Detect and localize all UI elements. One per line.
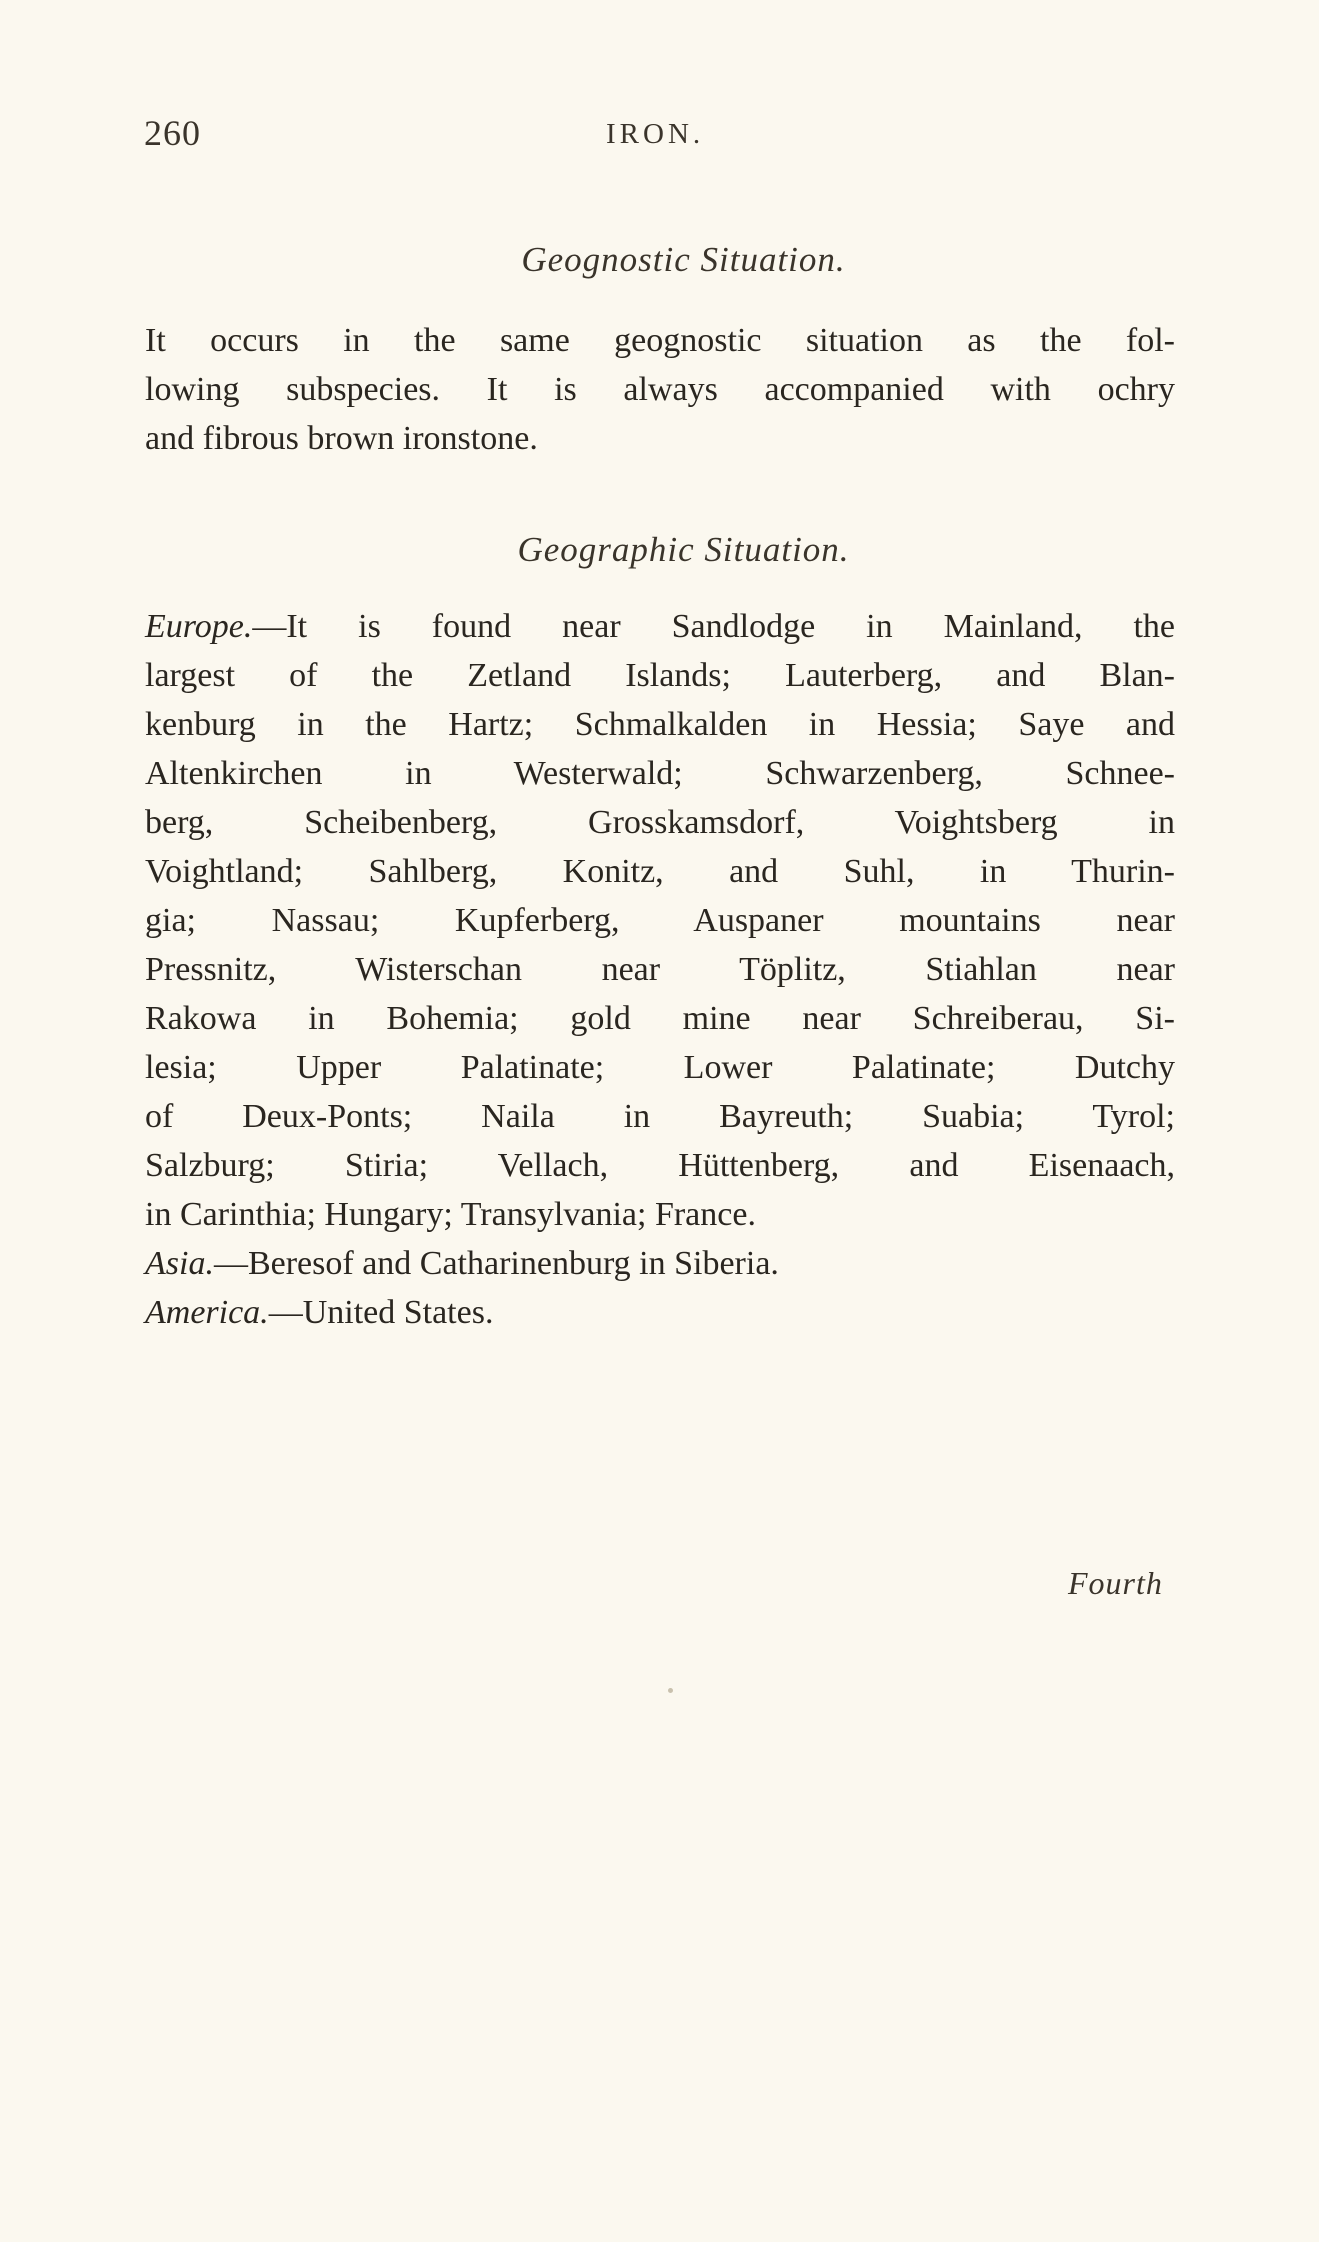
text-line: Rakowa in Bohemia; gold mine near Schreiberau, Si- <box>145 1000 1175 1037</box>
running-head <box>0 112 1319 162</box>
text-line-asia <box>145 1239 1175 1288</box>
section-heading-geognostic: Geognostic Situation. <box>521 240 846 279</box>
region-label-america: America. <box>145 1294 269 1331</box>
text-line: of Deux-Ponts; Naila in Bayreuth; Suabia; Tyrol; <box>145 1098 1175 1135</box>
paper-speck <box>668 1688 673 1693</box>
text-line: berg, Scheibenberg, Grosskamsdorf, Voightsberg in <box>145 804 1175 841</box>
region-label-asia: Asia. <box>145 1245 214 1282</box>
text-line: Altenkirchen in Westerwald; Schwarzenberg, Schnee- <box>145 755 1175 792</box>
text-line: in Carinthia; Hungary; Transylvania; France. <box>145 1196 756 1233</box>
text-line: and fibrous brown ironstone. <box>145 420 538 457</box>
text-line: lowing subspecies. It is always accompanied with ochry <box>145 371 1175 408</box>
text-line: kenburg in the Hartz; Schmalkalden in Hessia; Saye and <box>145 706 1175 743</box>
europe-text-start: —It is found near Sandlodge in Mainland, the <box>252 608 1175 645</box>
text-line: lesia; Upper Palatinate; Lower Palatinate; Dutchy <box>145 1049 1175 1086</box>
text-line: Voightland; Sahlberg, Konitz, and Suhl, in Thurin- <box>145 853 1175 890</box>
running-title: IRON. <box>606 118 705 150</box>
text-line-america <box>145 1288 1175 1337</box>
paragraph-geographic <box>145 602 1175 1337</box>
text-line: Salzburg; Stiria; Vellach, Hüttenberg, and Eisenaach, <box>145 1147 1175 1184</box>
america-text: —United States. <box>268 1294 494 1331</box>
section-heading-geographic: Geographic Situation. <box>517 530 850 569</box>
page-number: 260 <box>144 113 201 153</box>
paragraph-geognostic <box>145 316 1175 463</box>
text-line: Pressnitz, Wisterschan near Töplitz, Stiahlan near <box>145 951 1175 988</box>
region-label-europe: Europe. <box>145 608 253 645</box>
asia-text: —Beresof and Catharinenburg in Siberia. <box>213 1245 779 1282</box>
text-line: gia; Nassau; Kupferberg, Auspaner mountains near <box>145 902 1175 939</box>
catchword: Fourth <box>1068 1565 1163 1601</box>
text-line-europe <box>145 602 1175 651</box>
text-line: It occurs in the same geognostic situation as the fol- <box>145 322 1175 359</box>
text-line: largest of the Zetland Islands; Lauterberg, and Blan- <box>145 657 1175 694</box>
